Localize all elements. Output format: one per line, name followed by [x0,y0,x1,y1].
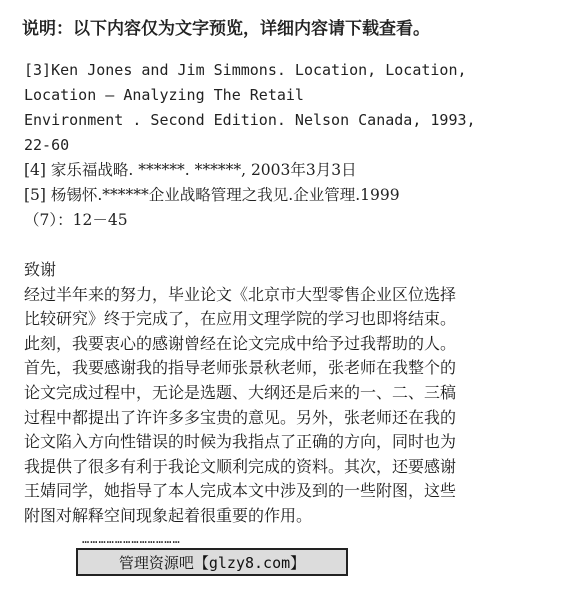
reference-line: [5] 杨锡怀.******企业战略管理之我见.企业管理.1999 [24,186,400,204]
reference-list [24,58,564,233]
acknowledgement-line: 论文完成过程中，无论是选题、大纲还是后来的一、二、三稿 [24,382,457,402]
acknowledgement-line: 我提供了很多有利于我论文顺利完成的资料。其次，还要感谢 [24,456,457,476]
acknowledgement-line: 论文陷入方向性错误的时候为我指点了正确的方向，同时也为 [24,432,457,452]
acknowledgement-line: 王婧同学，她指导了本人完成本文中涉及到的一些附图，这些 [24,481,457,501]
reference-line: [4] 家乐福战略. ******. ******, 2003年3月3日 [24,161,357,179]
acknowledgement-line: 过程中都提出了许许多多宝贵的意见。另外，张老师还在我的 [24,407,457,427]
acknowledgement-line: 首先，我要感谢我的指导老师张景秋老师，张老师在我整个的 [24,358,457,378]
reference-line: Location – Analyzing The Retail [24,86,304,104]
reference-line: [3]Ken Jones and Jim Simmons. Location, Location, [24,61,467,79]
preview-notice: 说明：以下内容仅为文字预览，详细内容请下载查看。 [22,19,430,39]
acknowledgement-line: 此刻，我要衷心的感谢曾经在论文完成中给予过我帮助的人。 [24,333,457,353]
acknowledgement-section [24,258,564,529]
reference-line: （7）：12－45 [24,211,128,229]
acknowledgement-line: 经过半年来的努力，毕业论文《北京市大型零售企业区位选择 [24,284,457,304]
reference-line: Environment . Second Edition. Nelson Canada, 1993, [24,111,476,129]
site-label-link[interactable]: 管理资源吧【glzy8.com】 [76,548,348,576]
reference-line: 22-60 [24,136,70,154]
acknowledgement-heading: 致谢 [24,260,57,279]
dotted-separator: ……………………………… [82,532,181,546]
acknowledgement-line: 比较研究》终于完成了，在应用文理学院的学习也即将结束。 [24,309,457,329]
acknowledgement-line: 附图对解释空间现象起着很重要的作用。 [24,505,313,525]
